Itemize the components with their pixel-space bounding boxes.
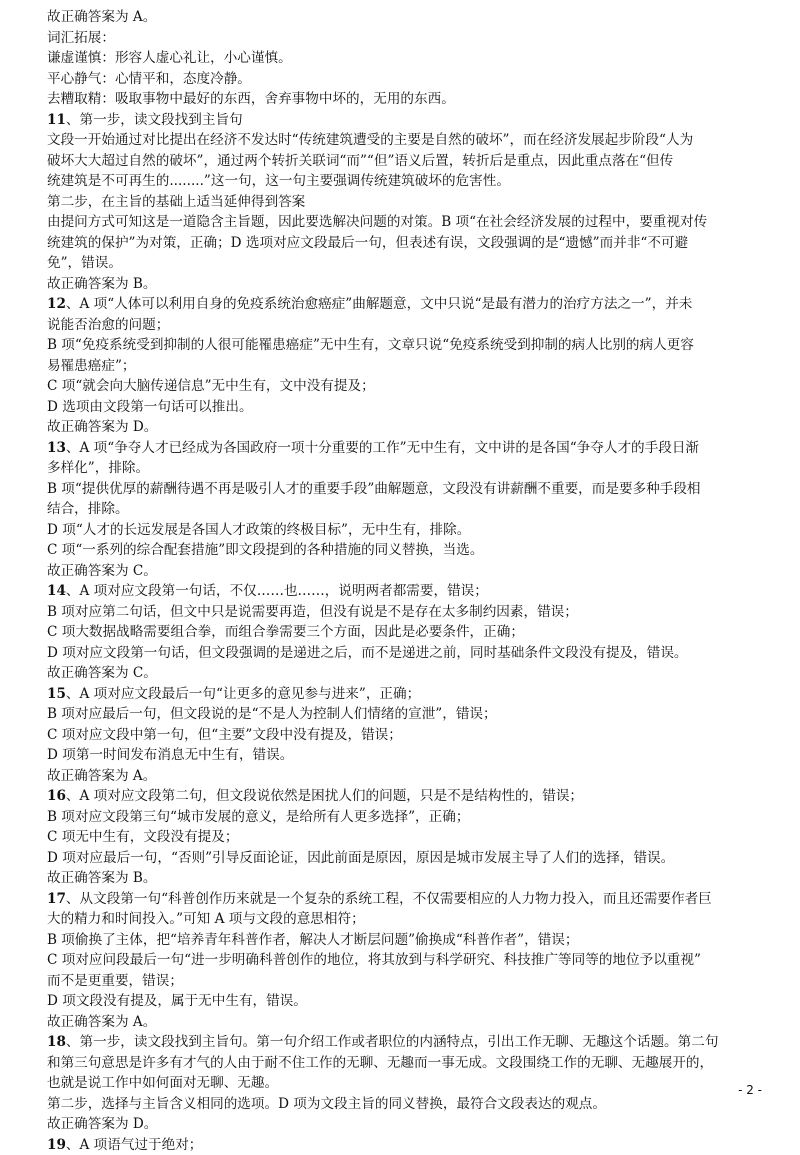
line-text: C 项“就会向大脑传递信息”无中生有，文中没有提及； — [47, 378, 375, 394]
line-text: 、A 项“人体可以利用自身的免疫系统治愈癌症”曲解题意，文中只说“是最有潜力的治疗方法之一”，并未 — [66, 296, 692, 312]
line-text: 也就是说工作中如何面对无聊、无趣。 — [47, 1075, 278, 1091]
text-line — [47, 89, 757, 110]
line-text: D 项“人才的长远发展是各国人才政策的终极目标”，无中生有，排除。 — [47, 522, 470, 538]
text-line — [47, 294, 757, 315]
question-number: 14 — [47, 583, 66, 599]
text-line — [47, 253, 757, 274]
line-text: 统建筑的保护”为对策，正确；D 选项对应文段最后一句，但表述有误，文段强调的是“遗憾”而并非“不可避 — [47, 235, 688, 251]
line-text: B 项偷换了主体，把“培养青年科普作者，解决人才断层问题”偷换成“科普作者”，错误； — [47, 932, 578, 948]
line-text: D 项文段没有提及，属于无中生有，错误。 — [47, 993, 307, 1009]
line-text: 而不是更重要，错误； — [47, 973, 183, 989]
question-number: 17 — [47, 891, 66, 907]
line-text: 破坏大大超过自然的破坏”，通过两个转折关联词“而”“但”语义后置，转折后是重点，因此重点落在“但传 — [47, 153, 673, 169]
line-text: 故正确答案为 A。 — [47, 9, 156, 25]
line-text: D 项第一时间发布消息无中生有，错误。 — [47, 747, 293, 763]
text-line — [47, 561, 757, 582]
text-line — [47, 684, 757, 705]
text-line — [47, 1073, 757, 1094]
text-line — [47, 663, 757, 684]
line-text: 第二步，选择与主旨含义相同的选项。D 项为文段主旨的同义替换，最符合文段表达的观点。 — [47, 1096, 606, 1112]
text-line — [47, 786, 757, 807]
question-number: 12 — [47, 296, 66, 312]
line-text: C 项无中生有，文段没有提及； — [47, 829, 238, 845]
text-line — [47, 581, 757, 602]
question-number: 13 — [47, 440, 66, 456]
text-line — [47, 930, 757, 951]
line-text: 故正确答案为 B。 — [47, 276, 156, 292]
text-line — [47, 827, 757, 848]
line-text: 由提问方式可知这是一道隐含主旨题，因此要选解决问题的对策。B 项“在社会经济发展的过程中，要重视对传 — [47, 214, 707, 230]
text-line — [47, 458, 757, 479]
text-line — [47, 643, 757, 664]
text-line — [47, 1114, 757, 1135]
text-line — [47, 848, 757, 869]
text-line — [47, 335, 757, 356]
text-line — [47, 192, 757, 213]
text-line — [47, 171, 757, 192]
line-text: B 项“提供优厚的薪酬待遇不再是吸引人才的重要手段”曲解题意，文段没有讲薪酬不重要，而是要多种手段相 — [47, 481, 701, 497]
line-text: 统建筑是不可再生的........”这一句，这一句主要强调传统建筑破坏的危害性。 — [47, 173, 510, 189]
text-line — [47, 766, 757, 787]
text-line — [47, 212, 757, 233]
line-text: 故正确答案为 B。 — [47, 870, 156, 886]
line-text: 、A 项对应文段最后一句“让更多的意见参与进来”，正确； — [66, 686, 420, 702]
line-text: 谦虚谨慎：形容人虚心礼让，小心谨慎。 — [47, 50, 292, 66]
text-line — [47, 274, 757, 295]
text-line — [47, 622, 757, 643]
line-text: C 项对应问段最后一句“进一步明确科普创作的地位，将其放到与科学研究、科技推广等同等的地位予以重视” — [47, 952, 701, 968]
line-text: 故正确答案为 D。 — [47, 1116, 157, 1132]
question-number: 19 — [47, 1137, 66, 1153]
question-number: 16 — [47, 788, 66, 804]
text-line — [47, 520, 757, 541]
document-body — [47, 7, 757, 1155]
text-line — [47, 417, 757, 438]
page-number: - 2 - — [738, 1083, 762, 1097]
line-text: C 项对应文段中第一句，但“主要”文段中没有提及，错误； — [47, 727, 402, 743]
text-line — [47, 130, 757, 151]
text-line — [47, 1012, 757, 1033]
line-text: 、A 项对应文段第二句，但文段说依然是困扰人们的问题，只是不是结构性的，错误； — [66, 788, 583, 804]
line-text: B 项对应最后一句，但文段说的是“不是人为控制人们情绪的宣泄”，错误； — [47, 706, 497, 722]
text-line — [47, 1053, 757, 1074]
text-line — [47, 28, 757, 49]
text-line — [47, 889, 757, 910]
line-text: 平心静气：心情平和，态度冷静。 — [47, 71, 251, 87]
line-text: B 项“免疫系统受到抑制的人很可能罹患癌症”无中生有，文章只说“免疫系统受到抑制的病人比别的病人更容 — [47, 337, 694, 353]
text-line — [47, 151, 757, 172]
line-text: D 项对应文段第一句话，但文段强调的是递进之后，而不是递进之前，同时基础条件文段没有提及，错误。 — [47, 645, 688, 661]
question-number: 11 — [47, 112, 66, 128]
line-text: 大的精力和时间投入。”可知 A 项与文段的意思相符； — [47, 911, 365, 927]
question-number: 18 — [47, 1034, 66, 1050]
line-text: 免”，错误。 — [47, 255, 122, 271]
line-text: 说能否治愈的问题； — [47, 317, 169, 333]
text-line — [47, 356, 757, 377]
line-text: D 项对应最后一句，“否则”引导反面论证，因此前面是原因，原因是城市发展主导了人们的选择，错误。 — [47, 850, 674, 866]
text-line — [47, 725, 757, 746]
text-line — [47, 48, 757, 69]
text-line — [47, 971, 757, 992]
line-text: 、第一步，读文段找到主旨句。第一句介绍工作或者职位的内涵特点，引出工作无聊、无趣这个话题。第二句 — [66, 1034, 719, 1050]
text-line — [47, 1032, 757, 1053]
text-line — [47, 397, 757, 418]
line-text: 多样化”，排除。 — [47, 460, 149, 476]
line-text: 故正确答案为 C。 — [47, 665, 157, 681]
line-text: C 项大数据战略需要组合拳，而组合拳需要三个方面，因此是必要条件，正确； — [47, 624, 524, 640]
line-text: B 项对应第二句话，但文中只是说需要再造，但没有说是不是存在太多制约因素，错误； — [47, 604, 578, 620]
text-line — [47, 315, 757, 336]
text-line — [47, 1094, 757, 1115]
line-text: 文段一开始通过对比提出在经济不发达时“传统建筑遭受的主要是自然的破坏”，而在经济发展起步阶段“人为 — [47, 132, 693, 148]
text-line — [47, 745, 757, 766]
line-text: 、A 项语气过于绝对； — [66, 1137, 202, 1153]
text-line — [47, 1135, 757, 1155]
text-line — [47, 868, 757, 889]
line-text: 结合，排除。 — [47, 501, 129, 517]
text-line — [47, 69, 757, 90]
text-line — [47, 950, 757, 971]
line-text: C 项“一系列的综合配套措施”即文段提到的各种措施的同义替换，当选。 — [47, 542, 483, 558]
text-line — [47, 479, 757, 500]
text-line — [47, 7, 757, 28]
line-text: D 选项由文段第一句话可以推出。 — [47, 399, 253, 415]
line-text: 故正确答案为 A。 — [47, 768, 156, 784]
line-text: 、第一步，读文段找到主旨句 — [66, 112, 243, 128]
line-text: 第二步，在主旨的基础上适当延伸得到答案 — [47, 194, 305, 210]
line-text: 和第三句意思是许多有才气的人由于耐不住工作的无聊、无趣而一事无成。文段围绕工作的无聊、无趣展开的， — [47, 1055, 713, 1071]
text-line — [47, 540, 757, 561]
text-line — [47, 991, 757, 1012]
line-text: 故正确答案为 D。 — [47, 419, 157, 435]
line-text: 、A 项“争夺人才已经成为各国政府一项十分重要的工作”无中生有，文中讲的是各国“争夺人才的手段日渐 — [66, 440, 699, 456]
question-number: 15 — [47, 686, 66, 702]
line-text: 、从文段第一句“科普创作历来就是一个复杂的系统工程，不仅需要相应的人力物力投入，而且还需要作者巨 — [66, 891, 712, 907]
text-line — [47, 807, 757, 828]
line-text: 故正确答案为 A。 — [47, 1014, 156, 1030]
line-text: B 项对应文段第三句“城市发展的意义，是给所有人更多选择”，正确； — [47, 809, 469, 825]
line-text: 、A 项对应文段第一句话，不仅……也……，说明两者都需要，错误； — [66, 583, 488, 599]
text-line — [47, 376, 757, 397]
text-line — [47, 233, 757, 254]
text-line — [47, 499, 757, 520]
line-text: 易罹患癌症”； — [47, 358, 136, 374]
text-line — [47, 438, 757, 459]
text-line — [47, 602, 757, 623]
text-line — [47, 110, 757, 131]
text-line — [47, 909, 757, 930]
line-text: 故正确答案为 C。 — [47, 563, 157, 579]
line-text: 词汇拓展： — [47, 30, 115, 46]
line-text: 去糟取精：吸取事物中最好的东西，舍弃事物中坏的，无用的东西。 — [47, 91, 455, 107]
text-line — [47, 704, 757, 725]
